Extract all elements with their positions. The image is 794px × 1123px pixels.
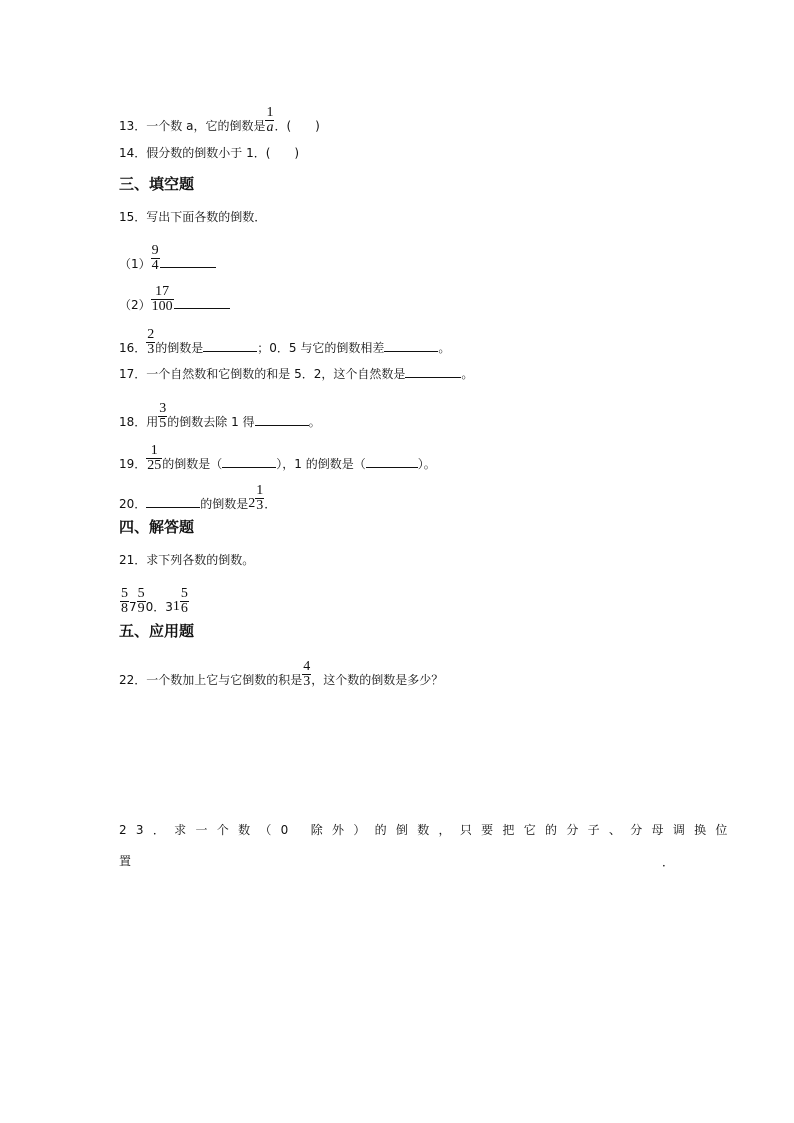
question-text: 的倒数去除 1 得: [167, 415, 255, 429]
fraction-numerator: 1: [256, 483, 264, 498]
fraction-denominator: 4: [151, 258, 159, 273]
question-text: 。: [461, 367, 474, 381]
fraction-denominator: 100: [151, 299, 173, 314]
number: 0．3: [145, 600, 173, 614]
question-15-item-2: [119, 284, 230, 320]
fraction-denominator: 3: [256, 498, 264, 513]
fraction: [146, 328, 155, 357]
fraction-denominator: 3: [303, 674, 311, 689]
question-text: 一个自然数和它倒数的和是 5．2，这个自然数是: [146, 367, 406, 381]
fraction: [146, 444, 162, 473]
answer-parentheses: ．( ): [274, 119, 320, 133]
question-22: [119, 659, 444, 695]
fraction: [265, 106, 274, 135]
fraction-denominator: 3: [147, 342, 155, 357]
question-23-line-2: 置: [119, 854, 132, 868]
fraction-numerator: 5: [121, 586, 128, 601]
question-text: 求下列各数的倒数。: [146, 553, 255, 567]
question-21-numbers: [120, 586, 189, 622]
fraction-denominator: 9: [137, 601, 145, 616]
question-text: 的倒数是: [155, 341, 204, 355]
number: 7: [129, 600, 137, 614]
fraction-numerator: 17: [155, 284, 170, 299]
answer-blank[interactable]: [366, 455, 418, 468]
question-number: 16．: [119, 341, 147, 355]
fraction-numerator: 2: [147, 327, 155, 342]
question-14: [119, 145, 299, 161]
mixed-number-whole: 1: [172, 598, 180, 614]
item-label: （2）: [119, 298, 151, 312]
question-20: [119, 483, 277, 519]
fraction-numerator: 4: [303, 659, 311, 674]
question-text: 的倒数是（: [162, 457, 223, 471]
fraction-numerator: 5: [137, 586, 145, 601]
answer-blank[interactable]: [203, 339, 257, 352]
fraction-numerator: 1: [266, 105, 274, 120]
fraction-denominator: 5: [159, 416, 167, 431]
fraction: [137, 587, 146, 616]
section-heading-application: 五、应用题: [119, 622, 195, 640]
answer-blank[interactable]: [405, 365, 461, 378]
question-19: [119, 443, 436, 479]
answer-blank[interactable]: [222, 455, 276, 468]
fraction-numerator: 5: [180, 586, 188, 601]
question-text: ，这个数的倒数是多少？: [311, 673, 444, 687]
fraction-denominator: 25: [147, 458, 162, 473]
fraction: [180, 587, 189, 616]
fraction: [151, 244, 160, 273]
question-15: [119, 209, 266, 225]
fraction-denominator: 6: [180, 601, 188, 616]
question-text: 。: [308, 415, 321, 429]
question-text: ）。: [417, 457, 436, 471]
answer-blank[interactable]: [174, 296, 230, 309]
question-number: 17．: [119, 367, 147, 381]
question-17: [119, 365, 473, 382]
answer-blank[interactable]: [384, 339, 438, 352]
question-15-item-1: [119, 243, 216, 279]
question-text: ），1 的倒数是（: [276, 457, 366, 471]
question-text: 的倒数是: [200, 497, 249, 511]
fraction: [302, 660, 311, 689]
question-text: 一个数加上它与它倒数的积是: [146, 673, 303, 687]
fraction: [120, 587, 129, 616]
question-number: 21．: [119, 553, 147, 567]
question-16: [119, 327, 451, 363]
question-number: 13．: [119, 119, 147, 133]
answer-blank[interactable]: [160, 255, 216, 268]
question-23-line-1: 23．求一个数（0 除外）的倒数，只要把它的分子、分母调换位: [119, 823, 737, 837]
question-number: 20．: [119, 497, 147, 511]
question-21: [119, 552, 254, 568]
fraction-numerator: 3: [159, 401, 167, 416]
question-number: 15．: [119, 210, 147, 224]
section-heading-solve: 四、解答题: [119, 518, 195, 536]
fraction-numerator: 9: [151, 243, 159, 258]
item-label: （1）: [119, 257, 151, 271]
question-text: 。: [438, 341, 451, 355]
fraction: [255, 484, 264, 513]
question-text: 假分数的倒数小于 1．( ): [146, 146, 300, 160]
fraction-numerator: 1: [150, 443, 158, 458]
fraction: [158, 402, 167, 431]
mixed-number-whole: 2: [248, 495, 256, 511]
fraction-denominator: a: [266, 120, 274, 135]
question-text: ．: [264, 497, 277, 511]
question-23-period: ．: [662, 855, 675, 869]
question-text: 一个数 a，它的倒数是: [146, 119, 266, 133]
answer-blank[interactable]: [255, 413, 309, 426]
question-number: 19．: [119, 457, 147, 471]
question-text: 用: [146, 415, 159, 429]
answer-blank[interactable]: [146, 495, 200, 508]
fraction: [151, 285, 174, 314]
question-18: [119, 401, 321, 437]
question-number: 18．: [119, 415, 147, 429]
section-heading-fill-in: 三、填空题: [119, 175, 195, 193]
question-number: 14．: [119, 146, 147, 160]
question-13: [119, 105, 320, 141]
question-number: 22．: [119, 673, 147, 687]
question-text: ；0．5 与它的倒数相差: [257, 341, 385, 355]
question-text: 写出下面各数的倒数．: [146, 210, 267, 224]
fraction-denominator: 8: [121, 601, 128, 616]
